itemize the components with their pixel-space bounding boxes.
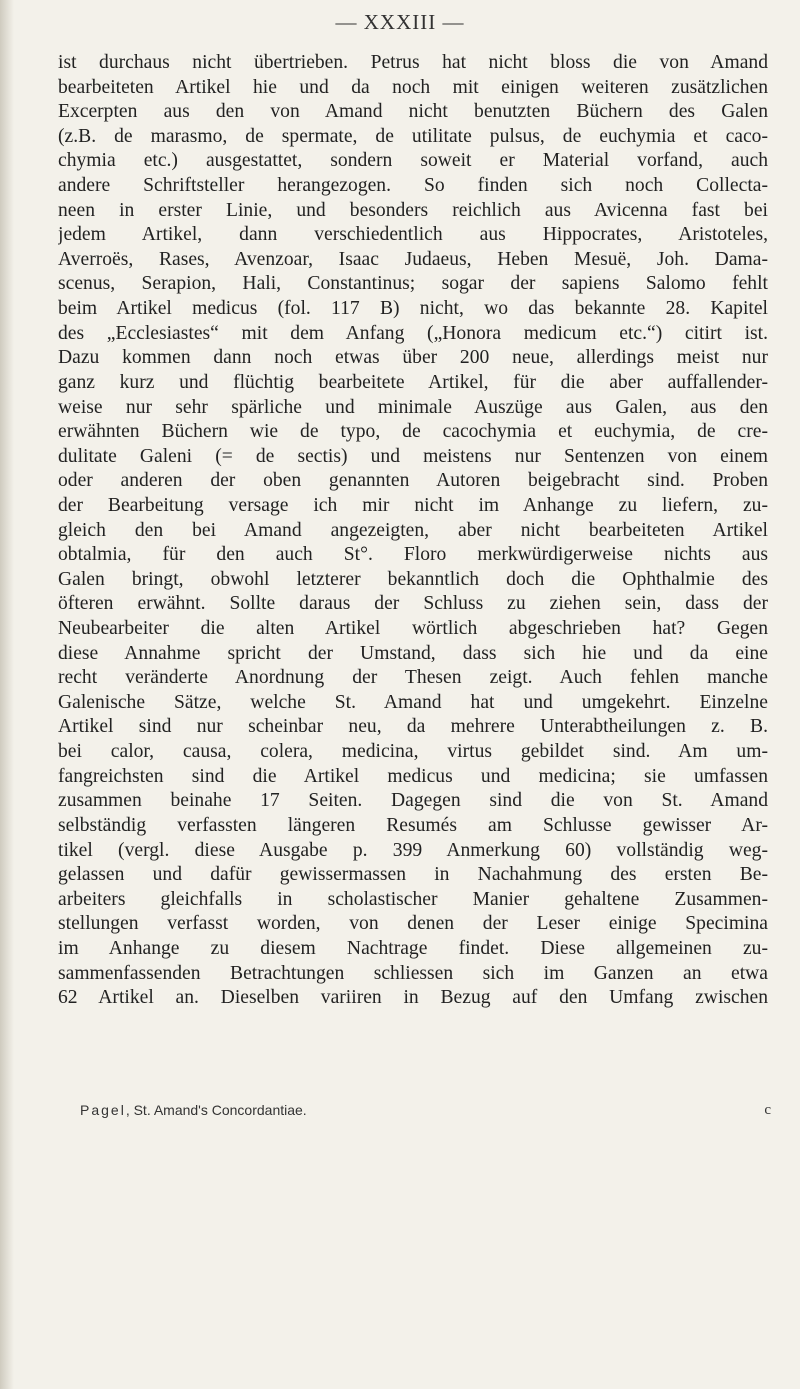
text-line: fangreichsten sind die Artikel medicus und medicina; sie umfassen <box>58 765 768 787</box>
text-line: diese Annahme spricht der Umstand, dass sich hie und da eine <box>58 642 768 664</box>
text-line: gelassen und dafür gewissermassen in Nachahmung des ersten Be- <box>58 864 768 886</box>
text-line: bearbeiteten Artikel hie und da noch mit einigen weiteren zusätzlichen <box>58 76 768 98</box>
text-line: obtalmia, für den auch St°. Floro merkwürdigerweise nichts aus <box>58 544 768 566</box>
text-line: beim Artikel medicus (fol. 117 B) nicht, wo das bekannte 28. Kapitel <box>58 298 768 320</box>
text-line: öfteren erwähnt. Sollte daraus der Schluss zu ziehen sein, dass der <box>58 593 768 615</box>
text-line: im Anhange zu diesem Nachtrage findet. Diese allgemeinen zu- <box>58 937 768 959</box>
text-line: scenus, Serapion, Hali, Constantinus; sogar der sapiens Salomo fehlt <box>58 273 768 295</box>
text-line: jedem Artikel, dann verschiedentlich aus Hippocrates, Aristoteles, <box>58 224 768 246</box>
footer-author: Pagel <box>80 1102 126 1118</box>
text-line: dulitate Galeni (= de sectis) und meistens nur Sentenzen von einem <box>58 445 768 467</box>
text-line: 62 Artikel an. Dieselben variiren in Bezug auf den Umfang zwischen <box>58 987 768 1009</box>
signature-mark: c <box>764 1102 771 1118</box>
text-line: ganz kurz und flüchtig bearbeitete Artikel, für die aber auffallender- <box>58 371 768 393</box>
footer-title: , St. Amand's Concordantiae. <box>125 1102 307 1118</box>
text-line: stellungen verfasst worden, von denen der Leser einige Specimina <box>58 913 768 935</box>
text-line: tikel (vergl. diese Ausgabe p. 399 Anmerkung 60) vollständig weg- <box>58 839 768 861</box>
text-line: chymia etc.) ausgestattet, sondern soweit er Material vorfand, auch <box>58 150 768 172</box>
text-line: ist durchaus nicht übertrieben. Petrus hat nicht bloss die von Amand <box>58 52 768 73</box>
text-line: der Bearbeitung versage ich mir nicht im Anhange zu liefern, zu- <box>58 494 768 516</box>
running-head: — XXXIII — <box>335 10 465 34</box>
text-line: oder anderen der oben genannten Autoren beigebracht sind. Proben <box>58 470 768 492</box>
page-gutter-shadow <box>0 0 14 1389</box>
text-line: Neubearbeiter die alten Artikel wörtlich abgeschrieben hat? Gegen <box>58 618 768 640</box>
text-line: sammenfassenden Betrachtungen schliessen sich im Ganzen an etwa <box>58 962 768 984</box>
text-line: andere Schriftsteller herangezogen. So finden sich noch Collecta- <box>58 175 768 197</box>
signature-footer <box>80 1102 780 1126</box>
text-line: erwähnten Büchern wie de typo, de cacochymia et euchymia, de cre- <box>58 421 768 443</box>
text-line: selbständig verfassten längeren Resumés am Schlusse gewisser Ar- <box>58 814 768 836</box>
text-line: Artikel sind nur scheinbar neu, da mehrere Unterabtheilungen z. B. <box>58 716 768 738</box>
text-line: des „Ecclesiastes“ mit dem Anfang („Honora medicum etc.“) citirt ist. <box>58 322 768 344</box>
text-line: arbeiters gleichfalls in scholastischer Manier gehaltene Zusammen- <box>58 888 768 910</box>
text-line: Galenische Sätze, welche St. Amand hat und umgekehrt. Einzelne <box>58 691 768 713</box>
text-line: Averroës, Rases, Avenzoar, Isaac Judaeus, Heben Mesuë, Joh. Dama- <box>58 248 768 270</box>
text-line: Galen bringt, obwohl letzterer bekanntlich doch die Ophthalmie des <box>58 568 768 590</box>
text-line: neen in erster Linie, und besonders reichlich aus Avicenna fast bei <box>58 199 768 221</box>
text-line: Dazu kommen dann noch etwas über 200 neue, allerdings meist nur <box>58 347 768 369</box>
text-line: gleich den bei Amand angezeigten, aber nicht bearbeiteten Artikel <box>58 519 768 541</box>
text-line: weise nur sehr spärliche und minimale Auszüge aus Galen, aus den <box>58 396 768 418</box>
text-line: bei calor, causa, colera, medicina, virtus gebildet sind. Am um- <box>58 741 768 763</box>
text-line: recht veränderte Anordnung der Thesen zeigt. Auch fehlen manche <box>58 667 768 689</box>
text-line: zusammen beinahe 17 Seiten. Dagegen sind die von St. Amand <box>58 790 768 812</box>
body-text <box>58 51 768 1011</box>
text-line: (z.B. de marasmo, de spermate, de utilitate pulsus, de euchymia et caco- <box>58 125 768 147</box>
text-line: Excerpten aus den von Amand nicht benutzten Büchern des Galen <box>58 101 768 123</box>
